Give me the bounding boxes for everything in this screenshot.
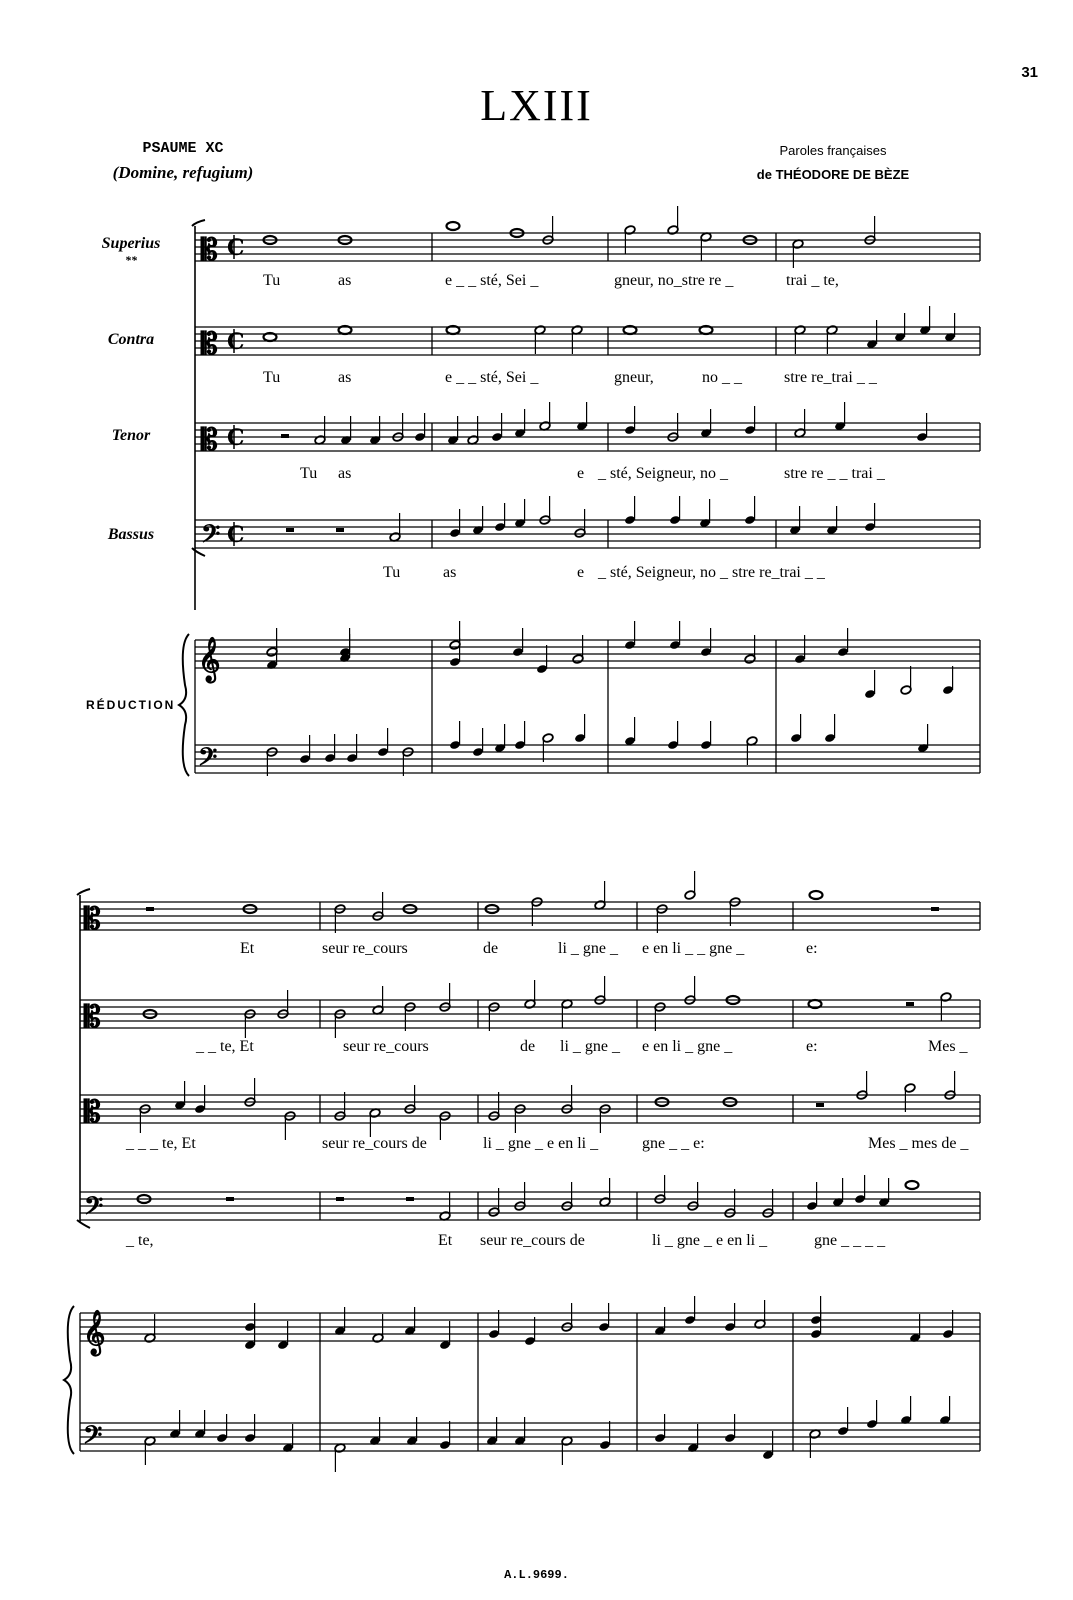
- rest-icon: [226, 1197, 234, 1201]
- lyric-syllable: Et: [438, 1232, 453, 1249]
- lyric-syllable: _ sté, Seigneur, no _: [598, 465, 729, 482]
- lyric-syllable: as: [338, 369, 352, 386]
- lyric-syllable: gne _ _ e:: [642, 1135, 705, 1152]
- clef-icon: 𝄞: [198, 636, 221, 681]
- lyric-syllable: de: [483, 940, 499, 957]
- lyric-syllable: seur re_cours: [343, 1038, 429, 1055]
- lyric-syllable: e _ _ sté, Sei _: [445, 369, 539, 386]
- credit-line-2: de THÉODORE DE BÈZE: [756, 167, 910, 182]
- footnote-mark: **: [125, 253, 137, 267]
- psalm-latin-title: (Domine, refugium): [112, 163, 254, 182]
- rest-icon: [286, 528, 294, 532]
- page-number: 31: [1021, 64, 1038, 81]
- lyric-syllable: no _ _: [702, 369, 742, 386]
- lyric-syllable: gne _ _ _ _: [814, 1232, 886, 1249]
- rest-icon: [146, 907, 154, 911]
- clef-icon: 𝄡: [84, 1095, 101, 1130]
- voice-label-bassus: Bassus: [107, 526, 155, 543]
- lyric-syllable: e:: [806, 940, 818, 957]
- credit-line-1: Paroles françaises: [779, 143, 887, 158]
- voice-label-tenor: Tenor: [111, 427, 151, 444]
- lyric-syllable: e en li _ _ gne _: [642, 940, 745, 957]
- clef-icon: 𝄞: [83, 1309, 106, 1354]
- time-signature-icon: C: [227, 425, 245, 451]
- whole-note: [810, 891, 823, 899]
- time-signature-icon: C: [227, 235, 245, 261]
- lyric-syllable: li _ gne _: [560, 1038, 620, 1055]
- lyric-syllable: _ sté, Seigneur, no _ stre re_trai _ _: [598, 564, 825, 581]
- lyric-syllable: Tu: [300, 465, 318, 482]
- lyric-syllable: trai _ te,: [786, 272, 839, 289]
- lyric-syllable: as: [443, 564, 457, 581]
- lyric-syllable: gneur,: [614, 369, 654, 386]
- lyric-syllable: e: [577, 564, 585, 581]
- lyric-syllable: li _ gne _ e en li _: [483, 1135, 599, 1152]
- brace-icon: [179, 634, 189, 776]
- clef-icon: 𝄡: [201, 233, 218, 268]
- lyric-syllable: e _ _ sté, Sei _: [445, 272, 539, 289]
- time-signature-icon: C: [227, 522, 245, 548]
- clef-icon: 𝄢: [198, 743, 218, 778]
- system-bracket-top: [77, 889, 90, 895]
- brace-icon: [64, 1306, 74, 1454]
- clef-icon: 𝄡: [84, 902, 101, 937]
- rest-icon: [906, 1002, 914, 1006]
- plate-number: A.L.9699.: [504, 1568, 569, 1582]
- time-signature-icon: C: [227, 329, 245, 355]
- piece-title: LXIII: [480, 81, 593, 130]
- lyric-syllable: de: [520, 1038, 536, 1055]
- lyric-syllable: Et: [240, 940, 255, 957]
- rest-icon: [336, 1197, 344, 1201]
- lyric-syllable: e en li _ gne _: [642, 1038, 733, 1055]
- lyric-syllable: _ _ te, Et: [196, 1038, 254, 1055]
- reduction-label: RÉDUCTION: [86, 698, 176, 712]
- voice-name: Superius: [101, 235, 161, 252]
- clef-icon: 𝄡: [201, 423, 218, 458]
- lyric-syllable: Tu: [263, 369, 281, 386]
- lyric-syllable: _ te,: [126, 1232, 154, 1249]
- rest-icon: [931, 907, 939, 911]
- rest-icon: [816, 1103, 824, 1107]
- clef-icon: 𝄢: [201, 520, 221, 555]
- voice-label-contra: Contra: [107, 331, 155, 348]
- psalm-number: PSAUME XC: [142, 140, 224, 157]
- lyric-syllable: stre re_trai _ _: [784, 369, 877, 386]
- clef-icon: 𝄡: [201, 327, 218, 362]
- lyric-syllable: stre re _ _ trai _: [784, 465, 885, 482]
- lyric-syllable: Tu: [383, 564, 401, 581]
- rest-icon: [406, 1197, 414, 1201]
- clef-icon: 𝄢: [83, 1421, 103, 1456]
- rest-icon: [281, 434, 289, 438]
- lyric-syllable: seur re_cours de: [322, 1135, 427, 1152]
- whole-note: [447, 222, 460, 230]
- lyric-syllable: _ _ _ te, Et: [126, 1135, 196, 1152]
- lyric-syllable: Mes _ mes de _: [868, 1135, 969, 1152]
- lyric-syllable: gneur, no_stre re _: [614, 272, 734, 289]
- lyric-syllable: li _ gne _ e en li _: [652, 1232, 768, 1249]
- whole-note: [906, 1181, 919, 1189]
- system-bracket-top: [192, 220, 205, 226]
- lyric-syllable: Tu: [263, 272, 281, 289]
- lyric-syllable: as: [338, 465, 352, 482]
- lyric-syllable: e:: [806, 1038, 818, 1055]
- lyric-syllable: seur re_cours de: [480, 1232, 585, 1249]
- lyric-syllable: e: [577, 465, 585, 482]
- clef-icon: 𝄢: [84, 1192, 104, 1227]
- rest-icon: [336, 528, 344, 532]
- lyric-syllable: Mes _: [928, 1038, 968, 1055]
- lyric-syllable: as: [338, 272, 352, 289]
- clef-icon: 𝄡: [84, 1000, 101, 1035]
- lyric-syllable: seur re_cours: [322, 940, 408, 957]
- lyric-syllable: li _ gne _: [558, 940, 618, 957]
